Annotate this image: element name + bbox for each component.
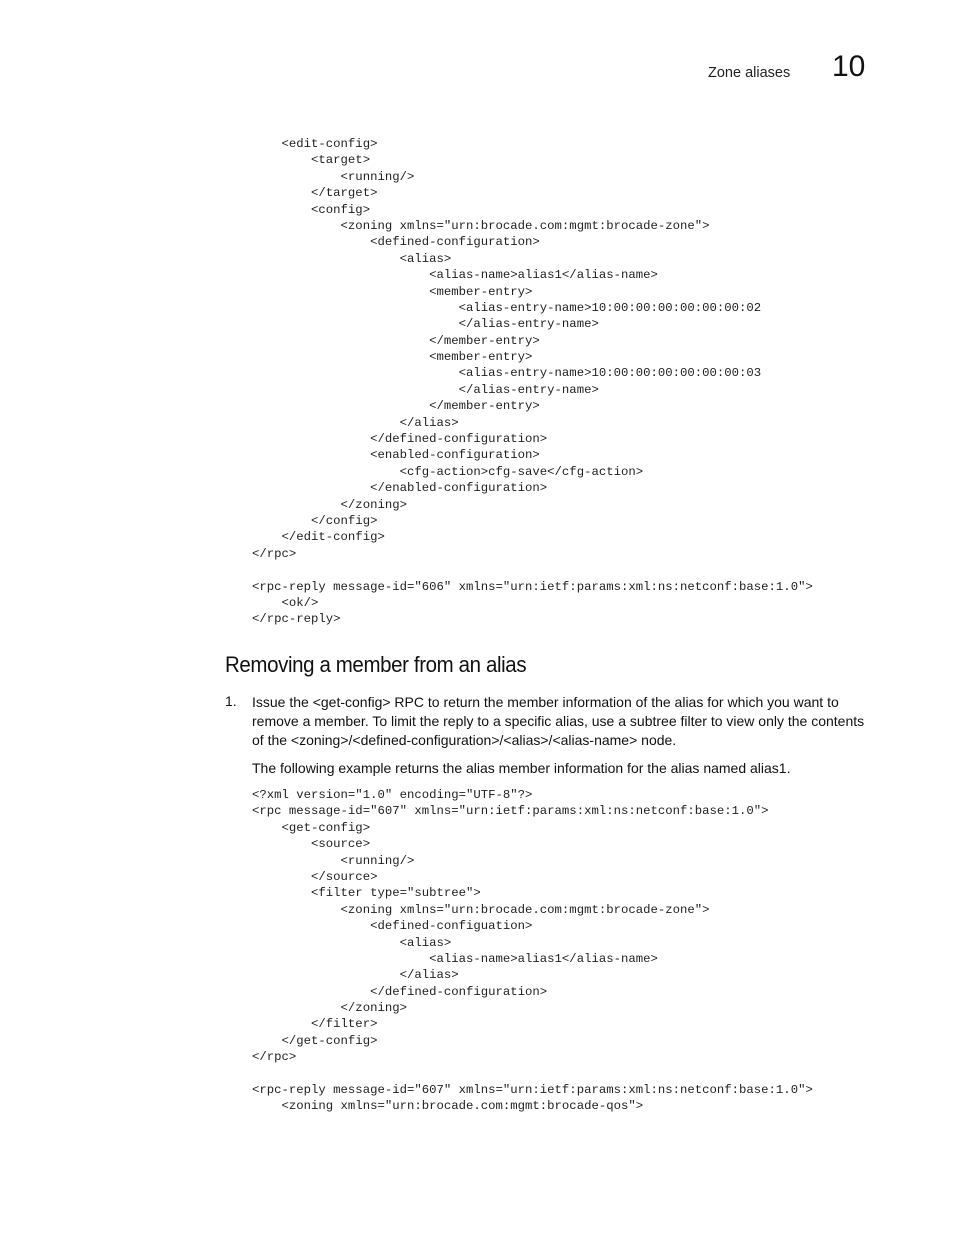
code-line: <alias-name>alias1</alias-name> xyxy=(252,268,658,283)
code-line: <get-config> xyxy=(252,820,371,835)
code-line: </target> xyxy=(252,186,378,201)
code-line: <rpc-reply message-id="607" xmlns="urn:ietf:params:xml:ns:netconf:base:1.0"> xyxy=(252,1083,813,1098)
code-line: <alias> xyxy=(252,935,452,950)
code-line: <?xml version="1.0" encoding="UTF-8"?> xyxy=(252,788,533,802)
section-heading: Removing a member from an alias xyxy=(225,652,527,677)
code-line: </rpc-reply> xyxy=(252,612,341,627)
code-line: <alias-name>alias1</alias-name> xyxy=(252,951,658,966)
step-1-text: Issue the <get-config> RPC to return the member information of the alias for which you want to remove a member. To limit the reply to a specific alias, use a subtree filter to view only the contents of the <zoning>/<defined-configuration>/<alias>/<alias-name> node. xyxy=(252,694,865,748)
code-line: </alias> xyxy=(252,415,459,430)
code-line: </member-entry> xyxy=(252,399,540,414)
code-line xyxy=(252,562,813,578)
code-line: <source> xyxy=(252,837,371,852)
example-intro-text: The following example returns the alias member information for the alias named alias1. xyxy=(252,760,791,776)
code-line: <running/> xyxy=(252,169,415,184)
code-line: <ok/> xyxy=(252,595,319,610)
code-line: <member-entry> xyxy=(252,284,533,299)
code-line xyxy=(252,1066,813,1082)
code-block-get-config xyxy=(252,787,813,1115)
code-line: </zoning> xyxy=(252,497,407,512)
code-line: </config> xyxy=(252,513,378,528)
code-line: </filter> xyxy=(252,1017,378,1032)
code-line: </edit-config> xyxy=(252,530,385,545)
code-line: <rpc-reply message-id="606" xmlns="urn:ietf:params:xml:ns:netconf:base:1.0"> xyxy=(252,579,813,594)
code-line: <cfg-action>cfg-save</cfg-action> xyxy=(252,464,644,479)
code-line: <alias-entry-name>10:00:00:00:00:00:00:03 xyxy=(252,366,762,381)
running-header-section-title: Zone aliases xyxy=(708,65,791,81)
code-line: </defined-configuration> xyxy=(252,432,548,447)
code-line: </source> xyxy=(252,869,378,884)
code-line: <config> xyxy=(252,202,371,217)
code-line: <enabled-configuration> xyxy=(252,448,540,463)
code-line: <member-entry> xyxy=(252,350,533,365)
code-line: <defined-configuration> xyxy=(252,235,540,250)
code-line: <edit-config> xyxy=(252,137,378,151)
code-line: </alias-entry-name> xyxy=(252,382,599,397)
code-line: </zoning> xyxy=(252,1001,407,1016)
code-line: <rpc message-id="607" xmlns="urn:ietf:params:xml:ns:netconf:base:1.0"> xyxy=(252,804,769,819)
code-line: </rpc> xyxy=(252,1050,297,1065)
code-line: <zoning xmlns="urn:brocade.com:mgmt:brocade-qos"> xyxy=(252,1099,644,1114)
code-line: <running/> xyxy=(252,853,415,868)
chapter-number: 10 xyxy=(832,50,866,83)
code-line: </defined-configuration> xyxy=(252,984,548,999)
code-line: </rpc> xyxy=(252,546,297,561)
step-number: 1. xyxy=(225,693,237,709)
code-line: <zoning xmlns="urn:brocade.com:mgmt:brocade-zone"> xyxy=(252,902,710,917)
code-line: </member-entry> xyxy=(252,333,540,348)
code-line: <zoning xmlns="urn:brocade.com:mgmt:brocade-zone"> xyxy=(252,218,710,233)
code-line: </enabled-configuration> xyxy=(252,481,548,496)
code-line: </alias-entry-name> xyxy=(252,317,599,332)
code-line: </get-config> xyxy=(252,1033,378,1048)
code-line: <alias> xyxy=(252,251,452,266)
code-line: <target> xyxy=(252,153,371,168)
code-line: </alias> xyxy=(252,968,459,983)
code-block-edit-config xyxy=(252,136,813,628)
code-line: <filter type="subtree"> xyxy=(252,886,481,901)
code-line: <defined-configuation> xyxy=(252,919,533,934)
code-line: <alias-entry-name>10:00:00:00:00:00:00:02 xyxy=(252,300,762,315)
